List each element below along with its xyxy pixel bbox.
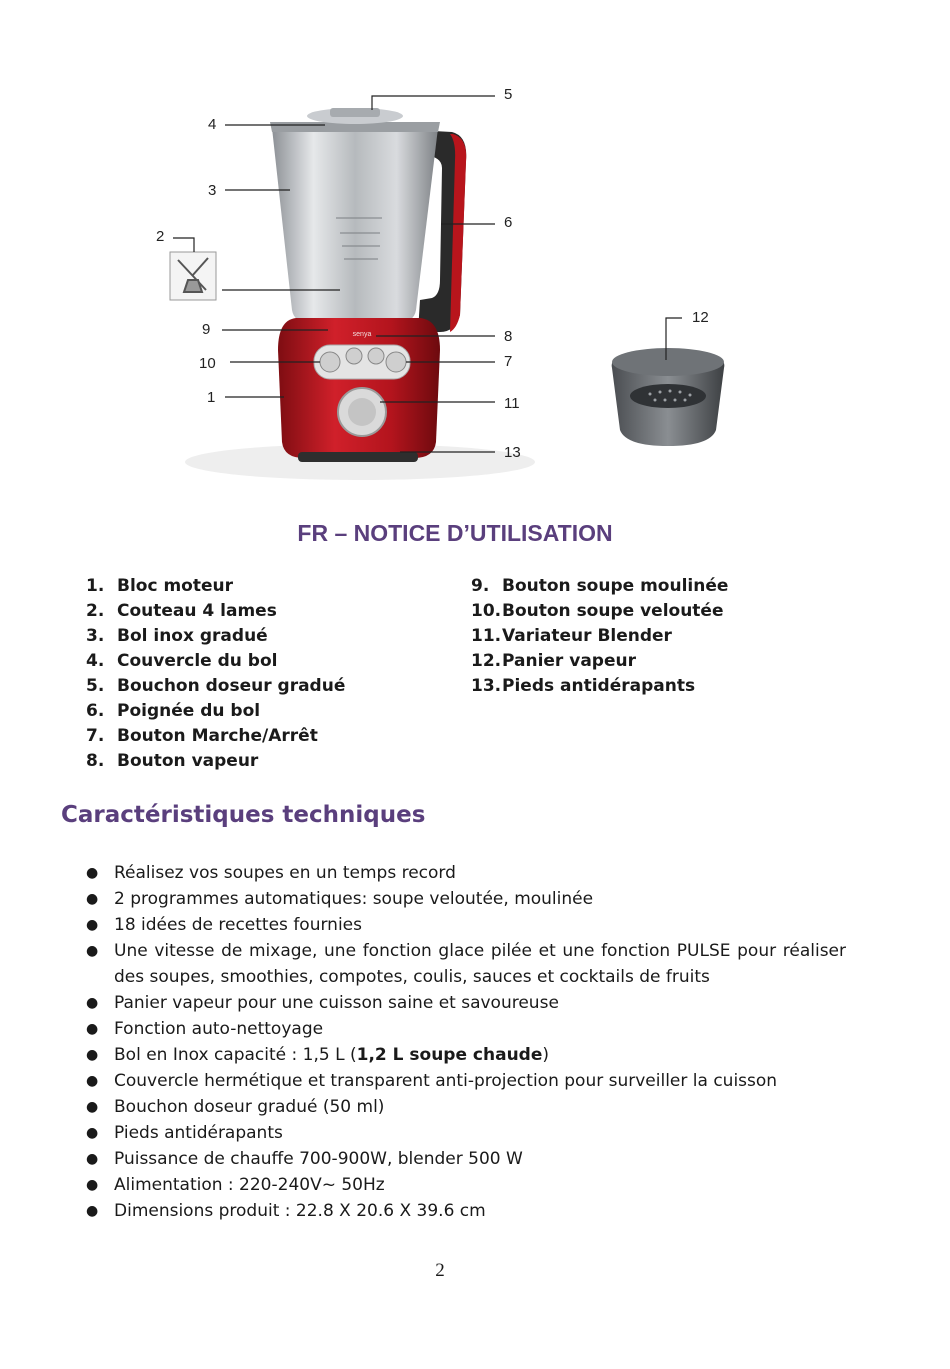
- item-label: Panier vapeur: [502, 651, 636, 671]
- callout-3: 3: [208, 182, 217, 199]
- item-number: 7.: [86, 726, 105, 746]
- feature-text: 18 idées de recettes fournies: [114, 915, 362, 935]
- steamer-basket: [612, 348, 725, 446]
- item-number: 6.: [86, 701, 105, 721]
- bullet-icon: ●: [86, 995, 99, 1011]
- list-item: [86, 599, 446, 624]
- callout-9: 9: [202, 321, 211, 338]
- bullet-icon: ●: [86, 1177, 99, 1193]
- product-figure: [150, 70, 770, 490]
- list-item: [86, 724, 446, 749]
- list-item: [86, 938, 846, 990]
- item-label: Couteau 4 lames: [117, 601, 277, 621]
- callout-8: 8: [504, 328, 513, 345]
- list-item: [471, 574, 871, 599]
- soup-veloutee-button-shape: [320, 352, 340, 372]
- item-number: 3.: [86, 626, 105, 646]
- list-item: [471, 674, 871, 699]
- feature-text: Réalisez vos soupes en un temps record: [114, 863, 456, 883]
- base-foot: [298, 452, 418, 462]
- callout-11: 11: [504, 395, 520, 412]
- feature-text: Puissance de chauffe 700-900W, blender 500 W: [114, 1149, 523, 1169]
- bullet-icon: ●: [86, 1073, 99, 1089]
- bullet-icon: ●: [86, 917, 99, 933]
- capacity-text: Bol en Inox capacité : 1,5 L (: [114, 1045, 357, 1065]
- list-item: [471, 624, 871, 649]
- feature-text: Couvercle hermétique et transparent anti-projection pour surveiller la cuisson: [114, 1071, 778, 1091]
- item-label: Bol inox gradué: [117, 626, 268, 646]
- item-label: Bouchon doseur gradué: [117, 676, 346, 696]
- item-number: 9.: [471, 576, 490, 596]
- feature-text: Dimensions produit : 22.8 X 20.6 X 39.6 cm: [114, 1201, 486, 1221]
- list-item: [86, 1120, 846, 1146]
- list-item: [86, 1094, 846, 1120]
- list-item: [86, 1042, 846, 1068]
- capacity-bold-text: 1,2 L soupe chaude: [356, 1045, 543, 1065]
- item-label: Couvercle du bol: [117, 651, 278, 671]
- list-item: [86, 912, 846, 938]
- item-label: Bouton soupe moulinée: [502, 576, 729, 596]
- list-item: [86, 699, 446, 724]
- page-number: 2: [435, 1260, 445, 1281]
- bullet-icon: ●: [86, 1151, 99, 1167]
- callout-1: 1: [207, 389, 216, 406]
- item-number: 10.: [471, 601, 502, 621]
- callout-4: 4: [208, 116, 217, 133]
- parts-list-right: [471, 574, 871, 699]
- page-title: FR – NOTICE D’UTILISATION: [297, 520, 613, 546]
- item-number: 8.: [86, 751, 105, 771]
- feature-text: [114, 1042, 846, 1068]
- list-item: [86, 1068, 846, 1094]
- list-item: [86, 860, 846, 886]
- callout-7: 7: [504, 353, 513, 370]
- callout-2: 2: [156, 228, 165, 245]
- item-label: Bouton vapeur: [117, 751, 259, 771]
- item-number: 1.: [86, 576, 105, 596]
- callout-5: 5: [504, 86, 513, 103]
- feature-text: Une vitesse de mixage, une fonction glace pilée et une fonction PULSE pour réaliser des soupes, smoothies, compotes, coulis, sauces et cocktails de fruits: [114, 941, 846, 987]
- list-item: [86, 886, 846, 912]
- list-item: [86, 990, 846, 1016]
- list-item: [471, 649, 871, 674]
- bullet-icon: ●: [86, 1125, 99, 1141]
- list-item: [86, 1146, 846, 1172]
- list-item: [86, 624, 446, 649]
- item-label: Bouton soupe veloutée: [502, 601, 724, 621]
- item-label: Bloc moteur: [117, 576, 233, 596]
- item-number: 11.: [471, 626, 502, 646]
- callout-13: 13: [504, 444, 521, 461]
- callout-10: 10: [199, 355, 216, 372]
- section-heading: Caractéristiques techniques: [61, 802, 426, 828]
- list-item: [471, 599, 871, 624]
- bullet-icon: ●: [86, 1021, 99, 1037]
- speed-knob-center: [348, 398, 376, 426]
- feature-text: Bouchon doseur gradué (50 ml): [114, 1097, 385, 1117]
- feature-text: Fonction auto-nettoyage: [114, 1019, 324, 1039]
- list-item: [86, 1172, 846, 1198]
- bullet-icon: ●: [86, 943, 99, 959]
- list-item: [86, 674, 446, 699]
- feature-text: Pieds antidérapants: [114, 1123, 283, 1143]
- steel-bowl: [272, 128, 438, 322]
- brand-mark: senya: [352, 331, 372, 338]
- item-label: Poignée du bol: [117, 701, 261, 721]
- item-number: 12.: [471, 651, 502, 671]
- item-number: 13.: [471, 676, 502, 696]
- item-number: 2.: [86, 601, 105, 621]
- power-button-shape: [386, 352, 406, 372]
- list-item: [86, 1016, 846, 1042]
- callout-6: 6: [504, 214, 513, 231]
- bullet-icon: ●: [86, 891, 99, 907]
- item-number: 5.: [86, 676, 105, 696]
- item-number: 4.: [86, 651, 105, 671]
- feature-text: 2 programmes automatiques: soupe veloutée, moulinée: [114, 889, 594, 909]
- item-label: Bouton Marche/Arrêt: [117, 726, 318, 746]
- list-item: [86, 1198, 846, 1224]
- callout-12: 12: [692, 309, 709, 326]
- features-list: [86, 860, 846, 1224]
- list-item: [86, 574, 446, 599]
- feature-text: Panier vapeur pour une cuisson saine et savoureuse: [114, 993, 559, 1013]
- item-label: Variateur Blender: [502, 626, 672, 646]
- steam-button-shape: [368, 348, 384, 364]
- list-item: [86, 749, 446, 774]
- bullet-icon: ●: [86, 1099, 99, 1115]
- capacity-text-end: ): [542, 1045, 550, 1065]
- blender-diagram: [150, 70, 770, 490]
- list-item: [86, 649, 446, 674]
- feature-text: Alimentation : 220-240V~ 50Hz: [114, 1175, 385, 1195]
- bullet-icon: ●: [86, 1203, 99, 1219]
- soup-moulinee-button-shape: [346, 348, 362, 364]
- parts-list-left: [86, 574, 446, 774]
- bullet-icon: ●: [86, 1047, 99, 1063]
- bullet-icon: ●: [86, 865, 99, 881]
- item-label: Pieds antidérapants: [502, 676, 696, 696]
